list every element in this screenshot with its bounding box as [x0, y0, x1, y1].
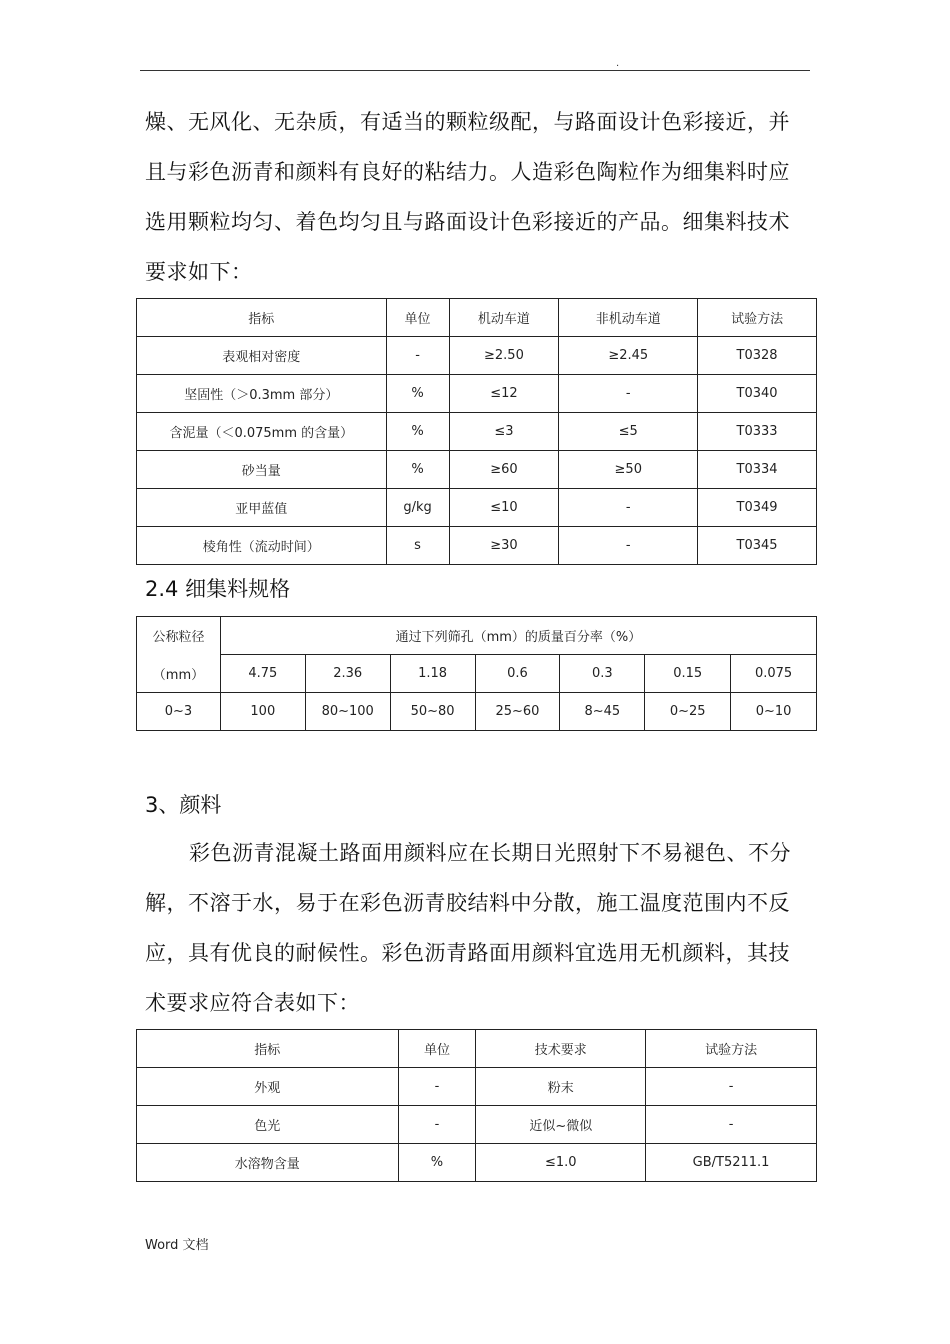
- table-header-cell: 0.6: [475, 655, 560, 693]
- fine-aggregate-requirements-table: [136, 298, 817, 565]
- table-cell: 砂当量: [137, 451, 387, 489]
- table-cell: 外观: [137, 1068, 399, 1106]
- table-cell: GB/T5211.1: [646, 1144, 817, 1182]
- table-cell: %: [398, 1144, 476, 1182]
- table-cell: T0349: [698, 489, 817, 527]
- pigment-line: 术要求应符合表如下：: [145, 991, 360, 1015]
- table-cell: g/kg: [386, 489, 449, 527]
- table-cell: 0~3: [137, 693, 221, 731]
- table-cell: 80~100: [305, 693, 390, 731]
- table-cell: 水溶物含量: [137, 1144, 399, 1182]
- table-cell: ≤10: [449, 489, 559, 527]
- table-header-cell: 0.15: [645, 655, 731, 693]
- intro-paragraph: [145, 97, 817, 297]
- table-header-cell: 单位: [398, 1030, 476, 1068]
- table-cell: 含泥量（＜0.075mm 的含量）: [137, 413, 387, 451]
- table-header-row: [137, 299, 817, 337]
- table-cell: ≤1.0: [476, 1144, 646, 1182]
- pigment-line: 解，不溶于水，易于在彩色沥青胶结料中分散，施工温度范围内不反: [145, 891, 790, 915]
- table-header-cell: 试验方法: [698, 299, 817, 337]
- intro-line: 选用颗粒均匀、着色均匀且与路面设计色彩接近的产品。细集料技术: [145, 210, 790, 234]
- intro-line: 要求如下：: [145, 260, 253, 284]
- table-cell: 近似~微似: [476, 1106, 646, 1144]
- table-cell: ≤5: [559, 413, 698, 451]
- table-cell: ≤3: [449, 413, 559, 451]
- pigment-requirements-table: [136, 1029, 817, 1182]
- table-cell: -: [646, 1068, 817, 1106]
- table-header-cell: 非机动车道: [559, 299, 698, 337]
- table-cell: 25~60: [475, 693, 560, 731]
- table-row: [137, 451, 817, 489]
- pigment-paragraph: [145, 828, 817, 1028]
- table-cell: -: [559, 375, 698, 413]
- intro-line: 且与彩色沥青和颜料有良好的粘结力。人造彩色陶粒作为细集料时应: [145, 160, 790, 184]
- table-row: [137, 693, 817, 731]
- table-header-cell: 单位: [386, 299, 449, 337]
- table-cell: ≤12: [449, 375, 559, 413]
- table-header-cell: 指标: [137, 1030, 399, 1068]
- table-header-cell: 试验方法: [646, 1030, 817, 1068]
- table-row: [137, 413, 817, 451]
- table-row: [137, 375, 817, 413]
- table-cell: T0328: [698, 337, 817, 375]
- table-cell: %: [386, 413, 449, 451]
- table-header-cell: （mm）: [137, 655, 221, 693]
- section-heading-2-4: 2.4 细集料规格: [145, 577, 291, 601]
- table-cell: ≥60: [449, 451, 559, 489]
- table-cell: T0345: [698, 527, 817, 565]
- table-cell: 粉末: [476, 1068, 646, 1106]
- intro-line: 燥、无风化、无杂质，有适当的颗粒级配，与路面设计色彩接近，并: [145, 110, 790, 134]
- table-header-row: [137, 617, 817, 655]
- table-cell: 100: [220, 693, 305, 731]
- table-cell: 棱角性（流动时间）: [137, 527, 387, 565]
- table-cell: -: [386, 337, 449, 375]
- table-row: [137, 337, 817, 375]
- table-header-cell: 通过下列筛孔（mm）的质量百分率（%）: [220, 617, 816, 655]
- table-cell: ≥30: [449, 527, 559, 565]
- table-cell: -: [398, 1068, 476, 1106]
- table-row: [137, 1144, 817, 1182]
- table-cell: 50~80: [390, 693, 475, 731]
- table-header-cell: 0.075: [731, 655, 817, 693]
- table-cell: 坚固性（＞0.3mm 部分）: [137, 375, 387, 413]
- table-cell: ≥50: [559, 451, 698, 489]
- table-header-cell: 1.18: [390, 655, 475, 693]
- table-header-cell: 指标: [137, 299, 387, 337]
- table-header-cell: 机动车道: [449, 299, 559, 337]
- header-rule: [140, 70, 810, 71]
- table-cell: 表观相对密度: [137, 337, 387, 375]
- table-row: [137, 527, 817, 565]
- table-cell: ≥2.45: [559, 337, 698, 375]
- table-cell: ≥2.50: [449, 337, 559, 375]
- table-header-cell: 4.75: [220, 655, 305, 693]
- table-cell: s: [386, 527, 449, 565]
- table-cell: 亚甲蓝值: [137, 489, 387, 527]
- table-row: [137, 1068, 817, 1106]
- table-cell: T0340: [698, 375, 817, 413]
- table-cell: 8~45: [560, 693, 645, 731]
- table-header-cell: 公称粒径: [137, 617, 221, 655]
- table-cell: T0333: [698, 413, 817, 451]
- fine-aggregate-gradation-table: [136, 616, 817, 731]
- section-heading-3: 3、颜料: [145, 793, 222, 817]
- table-header-row: [137, 655, 817, 693]
- pigment-line: 应，具有优良的耐候性。彩色沥青路面用颜料宜选用无机颜料，其技: [145, 941, 790, 965]
- table-cell: 0~10: [731, 693, 817, 731]
- table-header-cell: 2.36: [305, 655, 390, 693]
- table-header-cell: 技术要求: [476, 1030, 646, 1068]
- table-cell: -: [559, 527, 698, 565]
- table-cell: 色光: [137, 1106, 399, 1144]
- table-cell: -: [646, 1106, 817, 1144]
- table-row: [137, 1106, 817, 1144]
- table-row: [137, 489, 817, 527]
- table-cell: T0334: [698, 451, 817, 489]
- table-cell: -: [398, 1106, 476, 1144]
- table-cell: 0~25: [645, 693, 731, 731]
- table-header-cell: 0.3: [560, 655, 645, 693]
- table-cell: -: [559, 489, 698, 527]
- table-header-row: [137, 1030, 817, 1068]
- page-footer: Word 文档: [145, 1238, 209, 1253]
- header-mark: .: [616, 58, 620, 69]
- table-cell: %: [386, 451, 449, 489]
- pigment-line: 彩色沥青混凝土路面用颜料应在长期日光照射下不易褪色、不分: [189, 841, 791, 865]
- table-cell: %: [386, 375, 449, 413]
